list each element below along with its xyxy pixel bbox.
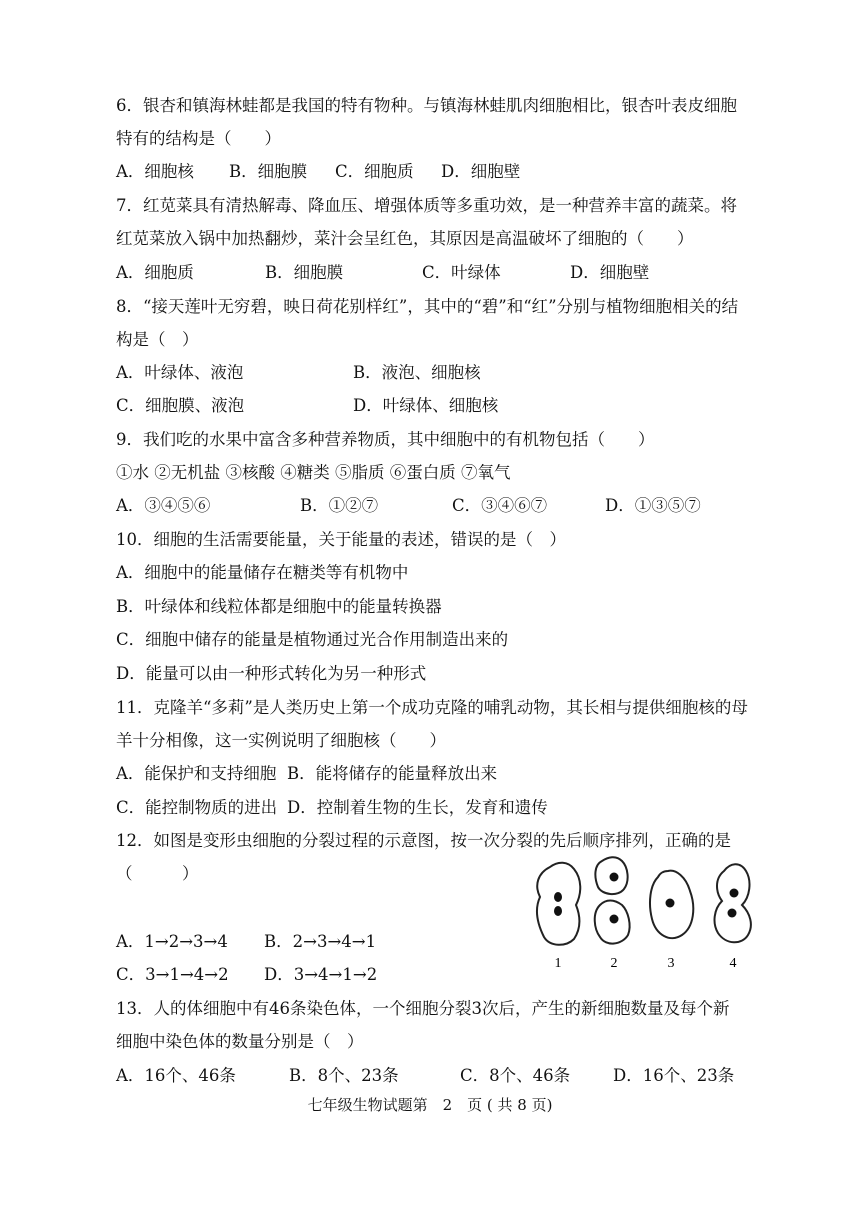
q6-option-c: C．细胞质 <box>335 162 414 181</box>
q7-stem-line1: 7．红苋菜具有清热解毒、降血压、增强体质等多重功效，是一种营养丰富的蔬菜。将 <box>116 196 737 215</box>
q10-option-a: A．细胞中的能量储存在糖类等有机物中 <box>116 563 409 582</box>
q7-option-c: C．叶绿体 <box>422 263 501 282</box>
q8-option-b: B．液泡、细胞核 <box>353 363 481 382</box>
q13-option-b: B．8个、23条 <box>289 1066 399 1085</box>
q9-stem-line1: 9．我们吃的水果中富含多种营养物质，其中细胞中的有机物包括（ ） <box>116 430 655 449</box>
q13-stem-line1: 13．人的体细胞中有46条染色体，一个细胞分裂3次后，产生的新细胞数量及每个新 <box>116 999 730 1018</box>
q9-items: ①水 ②无机盐 ③核酸 ④糖类 ⑤脂质 ⑥蛋白质 ⑦氧气 <box>116 463 511 482</box>
q13-option-d: D．16个、23条 <box>613 1066 735 1085</box>
q6-stem-line1: 6．银杏和镇海林蛙都是我国的特有物种。与镇海林蛙肌肉细胞相比，银杏叶表皮细胞 <box>116 96 737 115</box>
figure-label-3: 3 <box>667 956 675 971</box>
q13-stem-line2: 细胞中染色体的数量分别是（ ） <box>116 1032 364 1051</box>
page-footer: 七年级生物试题第 2 页 ( 共 8 页) <box>307 1096 553 1114</box>
q11-option-b: B．能将储存的能量释放出来 <box>287 764 498 783</box>
q8-option-a: A．叶绿体、液泡 <box>116 363 244 382</box>
q7-option-b: B．细胞膜 <box>265 263 344 282</box>
q9-option-b: B．①②⑦ <box>300 496 379 515</box>
q6-option-b: B．细胞膜 <box>229 162 308 181</box>
q12-option-a: A．1→2→3→4 <box>116 932 228 951</box>
q11-option-d: D．控制着生物的生长，发育和遗传 <box>287 798 548 817</box>
q7-option-a: A．细胞质 <box>116 263 194 282</box>
q11-option-c: C．能控制物质的进出 <box>116 798 278 817</box>
q8-option-d: D．叶绿体、细胞核 <box>353 396 499 415</box>
amoeba-cell-2 <box>595 857 630 943</box>
q12-option-c: C．3→1→4→2 <box>116 965 229 984</box>
q8-option-c: C．细胞膜、液泡 <box>116 396 245 415</box>
q8-stem-line2: 构是（ ） <box>116 330 199 349</box>
q10-option-d: D．能量可以由一种形式转化为另一种形式 <box>116 664 427 683</box>
q12-stem-line2: （ ） <box>116 864 199 883</box>
q10-option-c: C．细胞中储存的能量是植物通过光合作用制造出来的 <box>116 630 509 649</box>
q7-stem-line2: 红苋菜放入锅中加热翻炒，菜汁会呈红色，其原因是高温破坏了细胞的（ ） <box>116 229 694 248</box>
q9-option-c: C．③④⑥⑦ <box>452 496 548 515</box>
figure-label-4: 4 <box>729 956 737 971</box>
q13-option-a: A．16个、46条 <box>116 1066 236 1085</box>
q6-stem-line2: 特有的结构是（ ） <box>116 129 281 148</box>
q11-stem-line1: 11．克隆羊“多莉”是人类历史上第一个成功克隆的哺乳动物，其长相与提供细胞核的母 <box>116 698 748 717</box>
q12-option-d: D．3→4→1→2 <box>264 965 378 984</box>
amoeba-cell-4 <box>715 864 751 942</box>
q9-option-d: D．①③⑤⑦ <box>605 496 701 515</box>
q10-stem: 10．细胞的生活需要能量，关于能量的表述，错误的是（ ） <box>116 530 566 549</box>
q6-option-d: D．细胞壁 <box>441 162 521 181</box>
amoeba-cell-1 <box>537 863 580 945</box>
q13-option-c: C．8个、46条 <box>460 1066 571 1085</box>
q6-option-a: A．细胞核 <box>116 162 194 181</box>
figure-label-2: 2 <box>610 956 618 971</box>
q10-option-b: B．叶绿体和线粒体都是细胞中的能量转换器 <box>116 597 442 616</box>
amoeba-division-figure <box>528 855 768 975</box>
q12-option-b: B．2→3→4→1 <box>264 932 377 951</box>
q9-option-a: A．③④⑤⑥ <box>116 496 211 515</box>
q7-option-d: D．细胞壁 <box>570 263 650 282</box>
figure-label-1: 1 <box>554 956 562 971</box>
q12-stem-line1: 12．如图是变形虫细胞的分裂过程的示意图，按一次分裂的先后顺序排列，正确的是 <box>116 831 731 850</box>
q11-option-a: A．能保护和支持细胞 <box>116 764 277 783</box>
q8-stem-line1: 8．“接天莲叶无穷碧，映日荷花别样红”，其中的“碧”和“红”分别与植物细胞相关的结 <box>116 297 739 316</box>
q11-stem-line2: 羊十分相像，这一实例说明了细胞核（ ） <box>116 731 446 750</box>
amoeba-cell-3 <box>650 871 693 938</box>
